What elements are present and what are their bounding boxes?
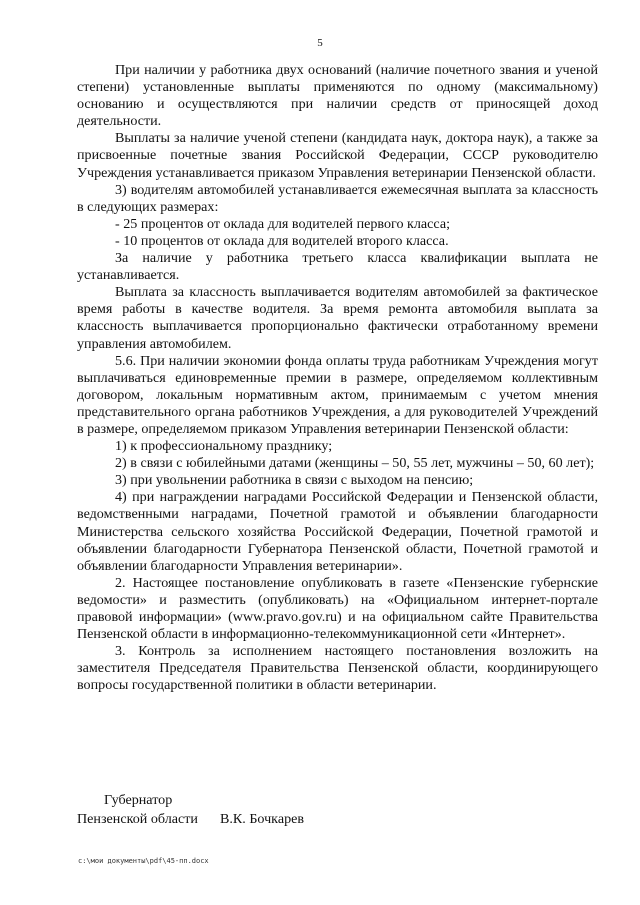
signature-region: Пензенской области [77, 811, 198, 827]
paragraph-5-6-bonuses: 5.6. При наличии экономии фонда оплаты труда работникам Учреждения могут выплачиваться единовременные премии в размере, определяемом коллективным договором, локальным нормативным актом, принимаемым с учетом мнения представительного органа работников Учреждения, а для руководителей Учреждений в размере, определяемом приказом Управления ветеринарии Пензенской области: [77, 352, 598, 437]
list-item-second-class: - 10 процентов от оклада для водителей второго класса. [115, 232, 449, 249]
paragraph-dual-grounds: При наличии у работника двух оснований (наличие почетного звания и ученой степени) установленные выплаты применяются по одному (максимальному) основанию и осуществляются при наличии средств от приносящей доход деятельности. [77, 62, 598, 130]
list-item-anniversary: 2) в связи с юбилейными датами (женщины – 50, 55 лет, мужчины – 50, 60 лет); [115, 455, 595, 472]
list-item-retirement: 3) при увольнении работника в связи с выходом на пенсию; [115, 472, 474, 489]
list-item-awards: 4) при награждении наградами Российской Федерации и Пензенской области, ведомственными наградами, Почетной грамотой и объявлении благодарности Министерства сельского хозяйства Российской Федерации, Почетной грамотой и объявлении благодарности Губернатора Пензенской области, Почетной грамотой и объявлении благодарности Управления ветеринарии». [77, 489, 598, 574]
paragraph-academic-degree-payments: Выплаты за наличие ученой степени (кандидата наук, доктора наук), а также за присвоенные почетные звания Российской Федерации, СССР руководителю Учреждения устанавливается приказом Управления ветеринарии Пензенской области. [77, 130, 598, 181]
paragraph-third-class: За наличие у работника третьего класса квалификации выплата не устанавливается. [77, 250, 598, 284]
paragraph-class-payment-conditions: Выплата за классность выплачивается водителям автомобилей за фактическое время работы в качестве водителя. За время ремонта автомобиля выплата за классность выплачивается пропорционально фактически отработанному времени управления автомобилем. [77, 284, 598, 352]
signature-block [77, 791, 598, 829]
list-item-professional-holiday: 1) к профессиональному празднику; [115, 438, 333, 455]
list-item-first-class: - 25 процентов от оклада для водителей первого класса; [115, 215, 451, 232]
signature-line [77, 810, 598, 829]
page-number: 5 [317, 37, 323, 49]
paragraph-drivers-class-payment: 3) водителям автомобилей устанавливается ежемесячная выплата за классность в следующих размерах: [77, 181, 598, 215]
signature-name: В.К. Бочкарев [219, 811, 305, 827]
paragraph-publication: 2. Настоящее постановление опубликовать в газете «Пензенские губернские ведомости» и разместить (опубликовать) на «Официальном интернет-портале правовой информации» (www.pravo.gov.ru) и на официальном сайте Правительства Пензенской области в информационно-телекоммуникационной сети «Интернет». [77, 574, 598, 643]
paragraph-control: 3. Контроль за исполнением настоящего постановления возложить на заместителя Председателя Правительства Пензенской области, координирующего вопросы государственной политики в области ветеринарии. [77, 643, 598, 694]
signature-title: Губернатор [104, 792, 173, 808]
footer-file-path: c:\мои документы\pdf\45-пп.docx [78, 857, 209, 865]
document-body [77, 62, 598, 694]
